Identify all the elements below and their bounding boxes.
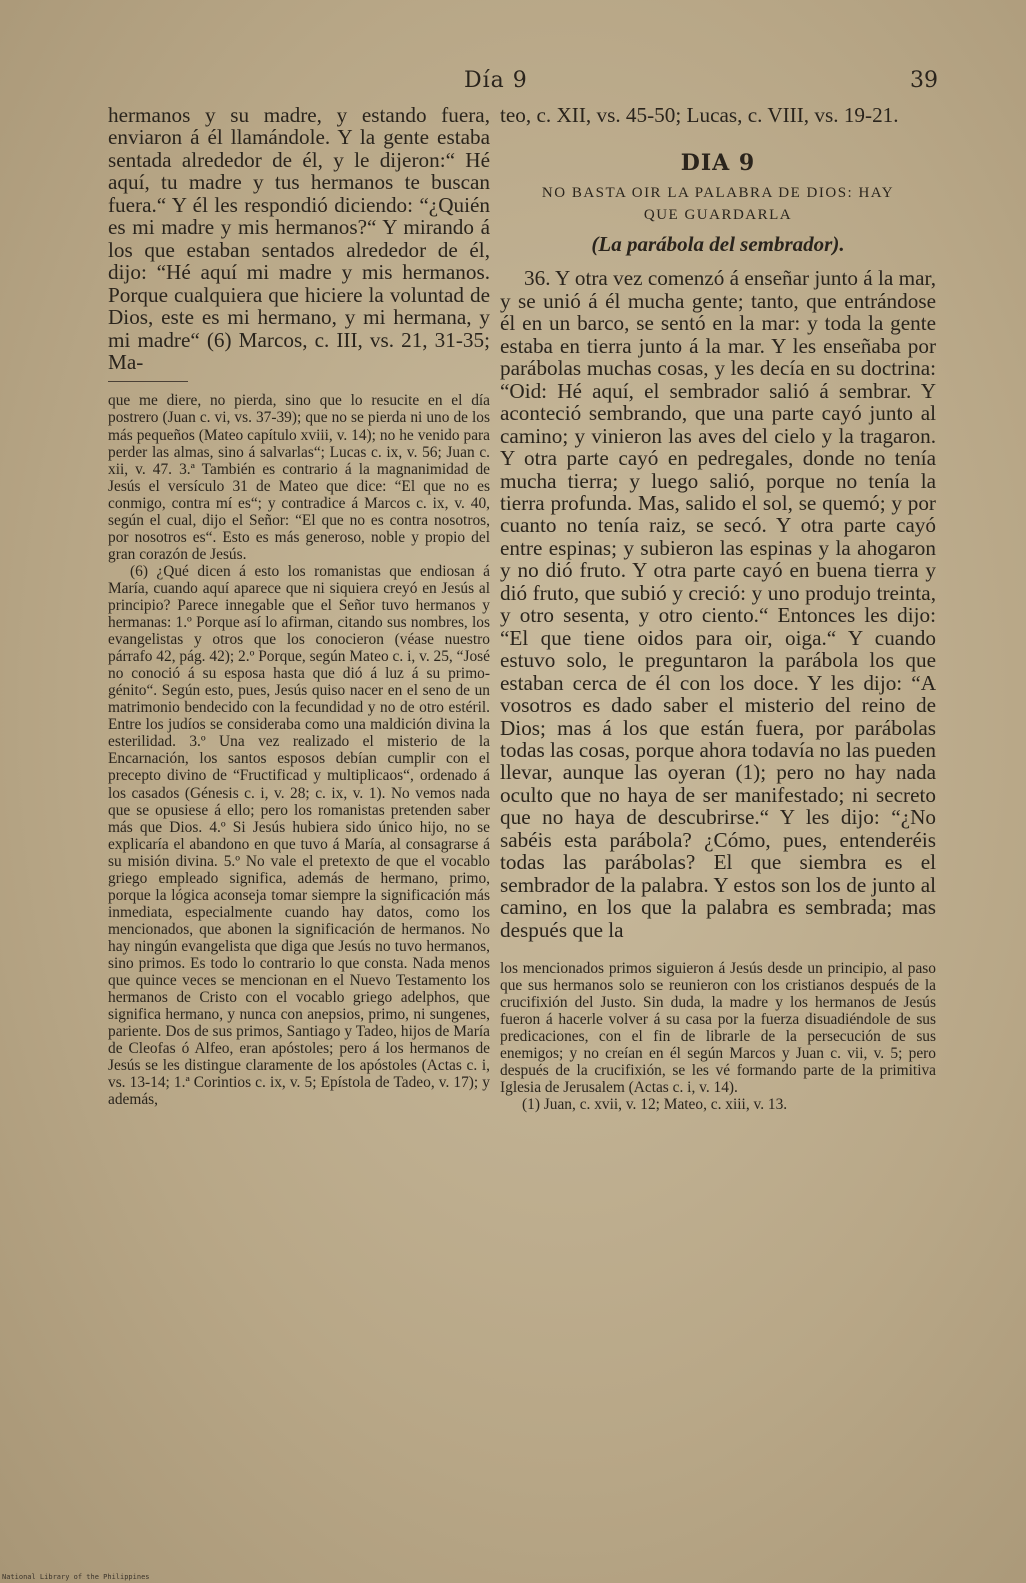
- left-body-text: hermanos y su madre, y estando fuera, enviaron á él llamándole. Y la gente estaba sentada alrededor de él, y le dijeron:“ Hé aquí, tu madre y tus hermanos te buscan fuera.“ Y él les respondió diciendo: “¿Quién es mi madre y mis hermanos?“ Y mirando á los que estaban sentados alrededor de él, dijo: “Hé aquí mi madre y mis hermanos. Porque cualquiera que hiciere la voluntad de Dios, este es mi hermano, y mi hermana, y mi madre“ (6) Marcos, c. III, vs. 21, 31-35; Ma-: [108, 103, 490, 374]
- left-column: [108, 104, 490, 1108]
- footnote-rule: [108, 381, 188, 382]
- right-body-text: 36. Y otra vez comenzó á enseñar junto á la mar, y se unió á él mucha gente; tanto, que entrándose él en un barco, se sentó en la mar: y toda la gente estaba en tierra junto á la mar. Y les enseñaba por parábolas muchas cosas, y les decía en su doctrina: “Oid: Hé aquí, el sembrador salió á sembrar. Y aconteció sembrando, que una parte cayó junto al camino; y vinieron las aves del cielo y la tragaron. Y otra parte cayó en pedregales, donde no tenía mucha tierra; y luego salió, porque no tenía la tierra profunda. Mas, salido el sol, se quemó; y por cuanto no tenía raiz, se secó. Y otra parte cayó entre espinas; y subieron las espinas y la ahogaron y no dió fruto. Y otra parte cayó en buena tierra y dió fruto, que subió y creció: y uno produjo treinta, y otro sesenta, y otro ciento.“ Entonces les dijo: “El que tiene oidos para oir, oiga.“ Y cuando estuvo solo, le preguntaron la parábola los que estaban cerca de él con los doce. Y les dijo: “A vosotros es dado saber el misterio del reino de Dios; mas á los que están fuera, por parábolas todas las cosas, porque ahora todavía no las pueden llevar, aunque las oyeran (1); pero no hay nada oculto que no haya de ser manifestado; ni secreto que no haya de descubrirse.“ Y les dijo: “¿No sabéis esta parábola? ¿Cómo, pues, entenderéis todas las parábolas? El que siembra es el sembrador de la palabra. Y estos son los de junto al camino, en los que la palabra es sembrada; mas después que la: [500, 266, 936, 942]
- day-heading: DIA 9: [680, 150, 756, 177]
- right-intro-text: teo, c. XII, vs. 45-50; Lucas, c. VIII, vs. 19-21.: [500, 103, 899, 127]
- footnote-1: (1) Juan, c. xvii, v. 12; Mateo, c. xiii, v. 13.: [522, 1096, 788, 1114]
- footnote-6: (6) ¿Qué dicen á esto los romanistas que endiosan á María, cuando aquí aparece que ni siquiera creyó en Jesús al principio? Parece innegable que el Señor tuvo hermanos y hermanas: 1.º Porque así lo afirman, citando sus nombres, los evangelistas y otros que los conocieron (véase nuestro párrafo 42, pág. 42); 2.º Porque, según Mateo c. i, v. 25, “José no conoció á su esposa hasta que dió á luz á su primo-génito“. Según esto, pues, Jesús quiso nacer en el seno de un matrimonio bendecido con la fecundidad y no de otro estéril. Entre los judíos se consideraba como una maldición divina la esterilidad. 3.º Una vez realizado el misterio de la Encarnación, los santos esposos debían cumplir con el precepto divino de “Fructificad y multiplicaos“, ordenado á los casados (Génesis c. i, v. 28; c. ix, v. 1). No vemos nada que se opusiese á ello; pero los romanistas pretenden saber más que Dios. 4.º Si Jesús hubiera sido único hijo, no se explicaría el abandono en que tuvo á María, al consagrarse á su misión divina. 5.º No vale el pretexto de que el vocablo griego empleado significa, además de hermano, primo, porque la lógica aconseja tomar siempre la significación más inmediata, especialmente cuando hay datos, como los mencionados, que abonen la significación de hermanos. No hay ningún evangelista que diga que Jesús no tuvo hermanos, sino primos. Es todo lo contrario lo que consta. Nada menos que quince veces se mencionan en el Nuevo Testamento los hermanos de Cristo con el vocablo griego adelphos, que significa hermano, y nunca con anepsios, primo, ni sungenes, pariente. Dos de sus primos, Santiago y Tadeo, hijos de María de Cleofas ó Alfeo, eran apóstoles; pero á los hermanos de Jesús se les distingue claramente de los apóstoles (Actas c. i, vs. 13-14; 1.ª Corintios c. ix, v. 5; Epístola de Tadeo, v. 17); y además,: [108, 562, 490, 1109]
- footnote-continuation-right: los mencionados primos siguieron á Jesús desde un principio, al paso que sus hermanos solo se reunieron con los cristianos después de la crucifixión del Justo. Sin duda, la madre y los hermanos de Jesús fueron á hacerle volver á su casa por la fuerza disuadiéndole de sus predicaciones, con el fin de librarle de la persecución de sus enemigos; y no creían en él según Marcos y Juan c. vii, v. 5; pero después de la crucifixión, se les vé formando parte de la primitiva Iglesia de Jerusalem (Actas c. i, v. 14).: [500, 960, 936, 1097]
- parable-title: (La parábola del sembrador).: [591, 232, 845, 257]
- running-head: Día 9: [464, 68, 528, 93]
- section-subtitle-line1: NO BASTA OIR LA PALABRA DE DIOS: HAY: [541, 185, 895, 202]
- footnote-continuation: que me diere, no pierda, sino que lo resucite en el día postrero (Juan c. vi, vs. 37-39); que no se pierda ni uno de los más pequeños (Mateo capítulo xviii, v. 14); no he venido para perder las almas, sino á salvarlas“; Lucas c. ix, v. 56; Juan c. xii, v. 47. 3.ª También es contrario á la magnanimidad de Jesús el versículo 31 de Mateo que dice: “El que no es conmigo, contra mí es“; y contradice á Marcos c. ix, v. 40, según el cual, dijo el Señor: “El que no es contra nosotros, por nosotros es“. Esto es más generoso, noble y propio del gran corazón de Jesús.: [108, 392, 490, 563]
- library-stamp: National Library of the Philippines: [2, 1573, 150, 1581]
- section-subtitle-line2: QUE GUARDARLA: [643, 207, 793, 224]
- page-header: [108, 64, 938, 100]
- page-number: 39: [910, 68, 938, 93]
- right-column: [500, 104, 936, 1113]
